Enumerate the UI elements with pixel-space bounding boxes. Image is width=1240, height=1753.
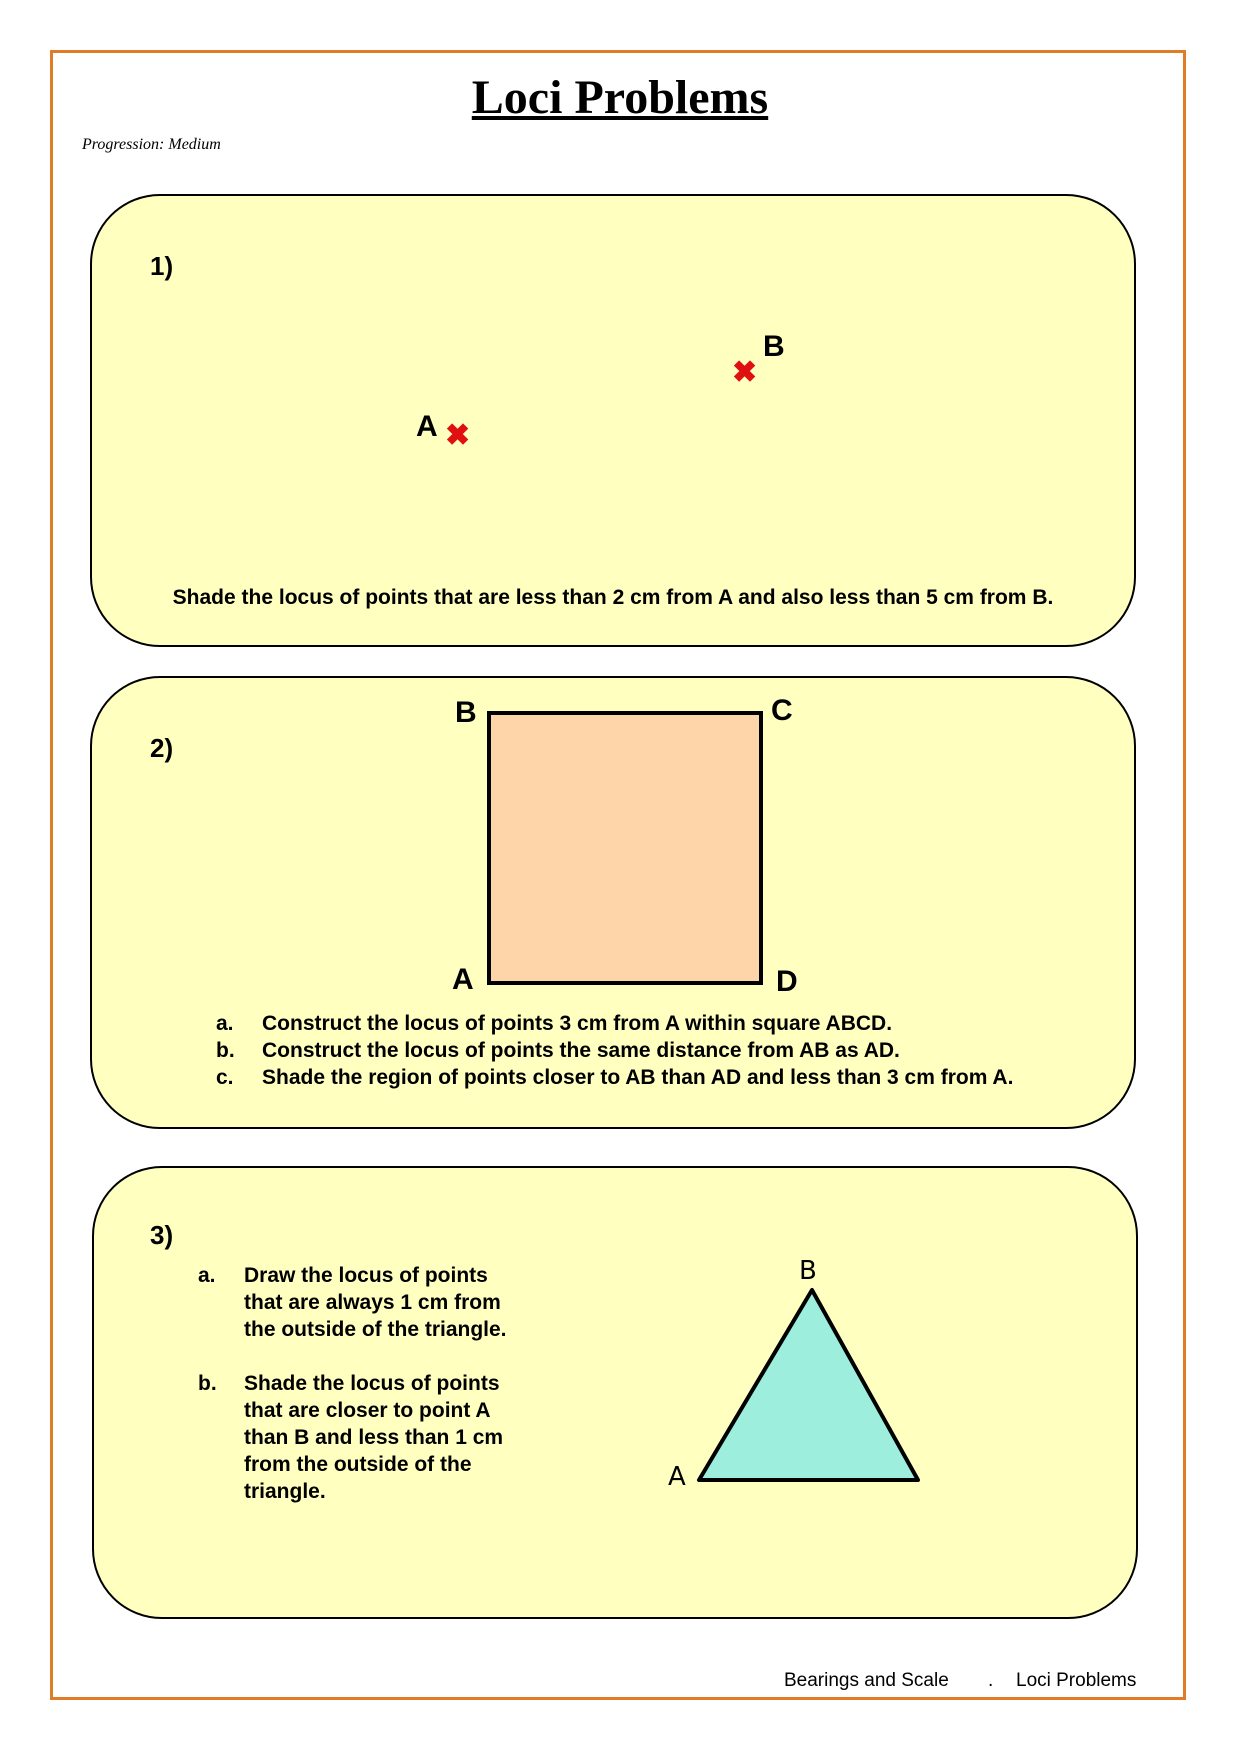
question-3-number: 3) — [150, 1220, 174, 1250]
triangle-diagram — [94, 1168, 1140, 1621]
corner-c-label: C — [771, 694, 793, 727]
point-b-label: B — [763, 330, 785, 363]
list-text: than B and less than 1 cm — [244, 1426, 504, 1449]
list-text: the outside of the triangle. — [244, 1318, 507, 1341]
corner-a-label: A — [452, 963, 474, 996]
question-1-number: 1) — [150, 251, 174, 281]
list-marker: a. — [216, 1012, 234, 1035]
point-a-cross-icon: ✖ — [445, 419, 471, 452]
point-b-cross-icon: ✖ — [732, 356, 758, 389]
list-text: Shade the region of points closer to AB than AD and less than 3 cm from A. — [262, 1066, 1014, 1089]
question-1-card — [90, 194, 1136, 647]
question-2-list — [216, 1010, 1013, 1091]
corner-d-label: D — [776, 965, 798, 998]
question-3-card — [92, 1166, 1138, 1619]
list-marker: b. — [216, 1039, 235, 1062]
list-item — [216, 1064, 1013, 1091]
list-item — [216, 1010, 1013, 1037]
list-text: Draw the locus of points — [244, 1264, 488, 1287]
question-2-card — [90, 676, 1136, 1129]
footer-topic: Bearings and Scale — [784, 1670, 949, 1691]
list-text: Construct the locus of points 3 cm from A within square ABCD. — [262, 1012, 893, 1035]
list-marker: a. — [198, 1264, 216, 1287]
list-item — [216, 1037, 1013, 1064]
list-marker: c. — [216, 1066, 234, 1089]
list-text: Construct the locus of points the same distance from AB as AD. — [262, 1039, 900, 1062]
list-text: from the outside of the — [244, 1453, 472, 1476]
question-1-instruction: Shade the locus of points that are less than 2 cm from A and also less than 5 cm from B. — [172, 586, 1054, 609]
corner-b-label: B — [455, 696, 477, 729]
footer-title: Loci Problems — [1016, 1670, 1137, 1691]
point-a-label: A — [416, 410, 438, 443]
triangle-ab — [699, 1290, 918, 1480]
page-title: Loci Problems — [471, 71, 769, 124]
vertex-a-label: A — [668, 1462, 686, 1492]
question-2-number: 2) — [150, 733, 174, 763]
list-text: that are closer to point A — [244, 1399, 491, 1422]
list-marker: b. — [198, 1372, 217, 1395]
list-text: that are always 1 cm from — [244, 1291, 501, 1314]
vertex-b-label: B — [799, 1256, 817, 1286]
list-text: triangle. — [244, 1480, 326, 1503]
footer-separator: . — [988, 1670, 994, 1691]
square-abcd — [489, 713, 761, 983]
progression-label: Progression: Medium — [82, 136, 221, 153]
list-text: Shade the locus of points — [244, 1372, 500, 1395]
